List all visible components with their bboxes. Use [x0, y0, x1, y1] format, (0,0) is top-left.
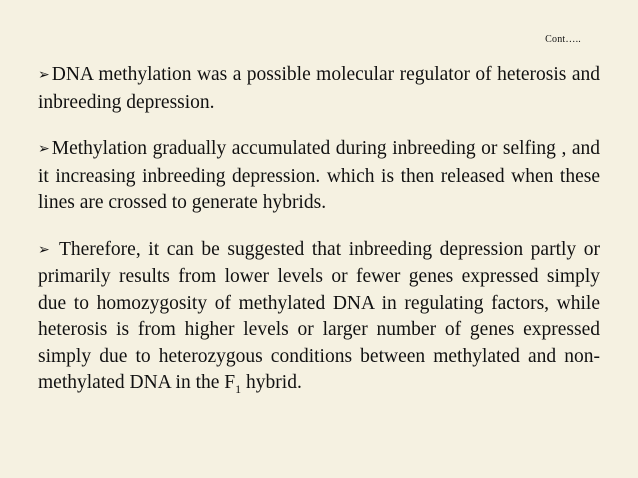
arrow-bullet-icon: ➢: [38, 68, 50, 83]
paragraph-3-text: Therefore, it can be suggested that inbreeding depression partly or primarily results from lower levels or fewer genes expressed simply due to homozygosity of methylated DNA in regulating factors, while heterosis is from higher levels or larger number of genes expressed simply due to heterozygous conditions between methylated and non-methylated DNA in the F: [38, 238, 600, 393]
paragraph-1-text: DNA methylation was a possible molecular regulator of heterosis and inbreeding depression.: [38, 64, 600, 113]
bullet-paragraph-2: [38, 136, 600, 217]
slide-body: [38, 62, 600, 417]
bullet-paragraph-1: [38, 62, 600, 116]
arrow-bullet-icon: ➢: [38, 142, 50, 157]
bullet-paragraph-3: [38, 237, 600, 397]
continuation-label: Cont…..: [545, 34, 581, 45]
paragraph-3-tail: hybrid.: [241, 372, 302, 393]
f1-subscript: 1: [235, 381, 242, 396]
arrow-bullet-icon: ➢: [38, 242, 50, 258]
paragraph-2-text: Methylation gradually accumulated during inbreeding or selfing , and it increasing inbreeding depression. which is then released when these lines are crossed to generate hybrids.: [38, 138, 600, 213]
